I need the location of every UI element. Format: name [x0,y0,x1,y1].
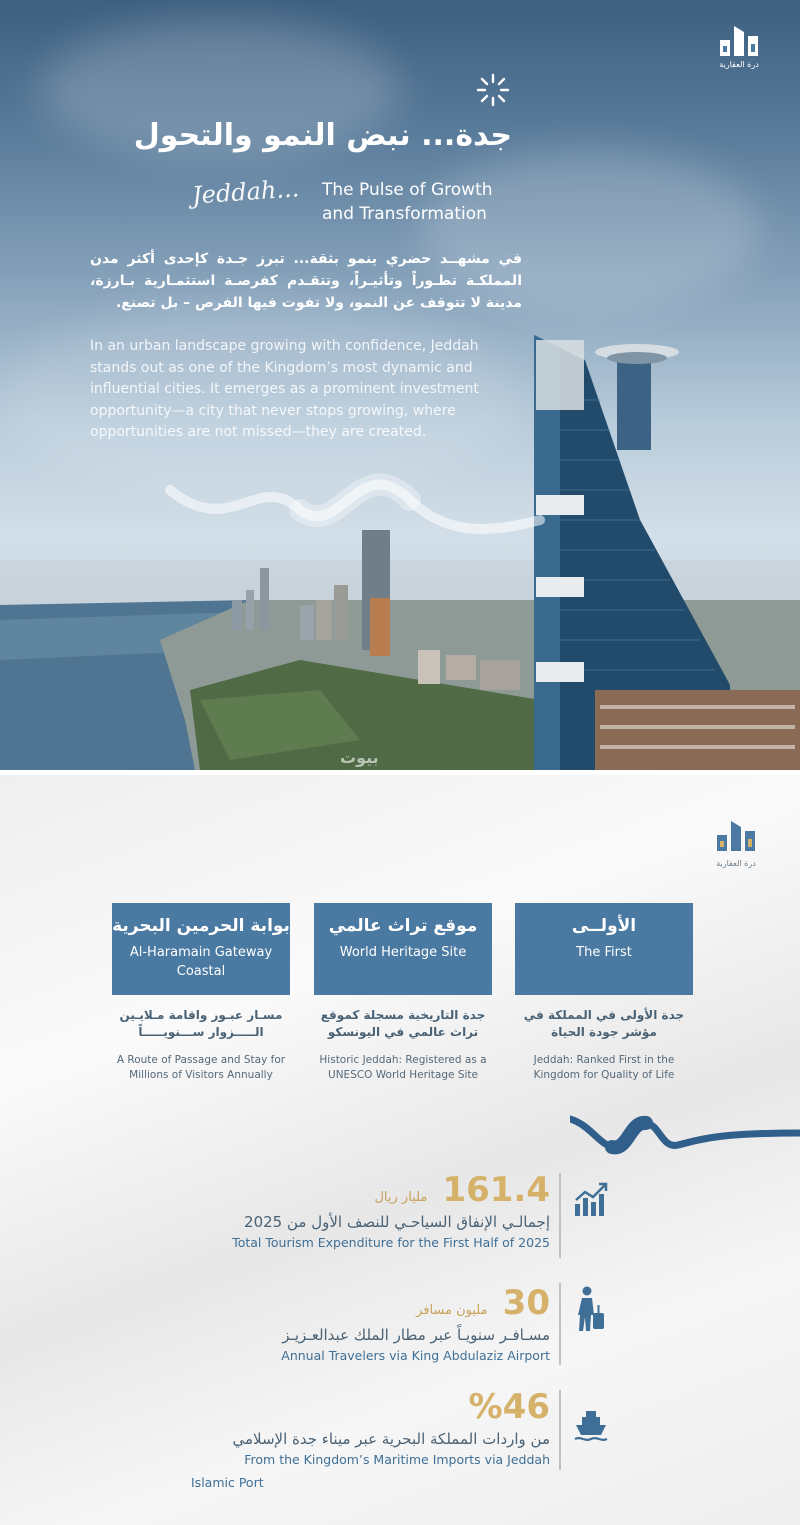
feature-card-gateway [112,903,290,1083]
feature-desc-en: Jeddah: Ranked First in the Kingdom for Quality of Life [533,1054,675,1081]
feature-card-heritage [314,903,492,1083]
brand-logo-icon [713,813,759,853]
stat-number: %46 [468,1387,550,1427]
feature-desc-ar: مسـار عبـور واقامة مـلايـين الـــــزوار ســـنويـــــاً [119,1008,283,1039]
stat-unit: مليار ريال [374,1190,428,1205]
brand-logo [712,813,760,868]
stat-number: 161.4 [442,1170,550,1210]
growth-chart-icon [573,1180,609,1220]
feature-title-en: World Heritage Site [339,945,467,960]
stat-airport-travelers [281,1283,550,1365]
feature-desc-en: A Route of Passage and Stay for Millions of Visitors Annually [116,1054,286,1081]
feature-desc-ar: جدة الأولى في المملكة في مؤشر جودة الحياة [523,1008,685,1039]
sun-ornament-icon [475,72,511,108]
feature-box [515,903,693,995]
feature-title-ar: الأولــى [571,916,637,936]
feature-title-ar: موقع تراث عالمي [328,916,478,936]
stats-panel [0,775,800,1525]
divider [559,1173,561,1258]
brand-name: درة العقارية [716,859,756,868]
hero-title-ar: جدة... نبض النمو والتحول [133,118,512,153]
brand-logo [716,18,762,69]
stat-label-ar: من واردات المملكة البحرية عبر ميناء جدة الإسلامي [232,1430,550,1448]
brand-name: درة العقارية [719,60,759,69]
feature-box [112,903,290,995]
hero-title-en-line2: and Transformation [322,204,487,224]
feature-title-en: Al-Haramain Gateway Coastal [129,945,273,979]
brand-logo-icon [716,18,762,58]
traveler-icon [573,1285,609,1335]
feature-desc-en: Historic Jeddah: Registered as a UNESCO World Heritage Site [319,1054,487,1081]
feature-title-en: The First [576,945,632,960]
feature-desc-ar: جدة التاريخية مسجلة كموقع تراث عالمي في اليونسكو [320,1008,486,1039]
divider [559,1283,561,1365]
stat-label-ar: مسـافـر سنويـاً عبر مطار الملك عبدالعـزيـز [282,1326,550,1344]
hero-body-ar: في مشهــد حضري ينمو بثقة... تبرز جـدة كإحدى أكثر مدن المملكـة تطـوراً وتأثيـراً، وتتقـدم كفرصـة استثمـارية بـارزة، مدينة لا تتوقف عن النمو، ولا تفوت فيها الفرص – بل تصنع. [90,251,522,311]
stat-unit: مليون مسافر [416,1303,488,1318]
hero-title-en-line1: The Pulse of Growth [322,180,493,200]
ship-icon [573,1405,609,1445]
stat-tourism-spend [232,1170,550,1252]
stat-label-en: Annual Travelers via King Abdulaziz Airport [281,1348,550,1363]
stat-number: 30 [502,1283,550,1323]
stat-label-en-line2: Islamic Port [191,1475,264,1490]
stat-maritime-imports [232,1387,550,1469]
hero-script-word: Jeddah... [191,174,301,210]
hero-body-en: In an urban landscape growing with confidence, Jeddah stands out as one of the Kingdom’s most dynamic and influential cities. It emerges as a prominent investment opportunity—a city that never stops growing, where opportunities are not missed—they are created. [90,338,479,440]
watermark: بيوت [340,748,379,767]
stat-label-en: Total Tourism Expenditure for the First Half of 2025 [232,1235,550,1250]
hero-title-en [322,178,522,226]
feature-card-first [515,903,693,1083]
stat-label-en-line1: From the Kingdom’s Maritime Imports via Jeddah [244,1452,550,1467]
decorative-wave [570,1111,800,1157]
feature-box [314,903,492,995]
feature-title-ar: بوابة الحرمين البحرية [112,916,290,936]
divider [559,1390,561,1470]
stat-label-ar: إجمالـي الإنفاق السياحـي للنصف الأول من 2025 [244,1213,550,1231]
